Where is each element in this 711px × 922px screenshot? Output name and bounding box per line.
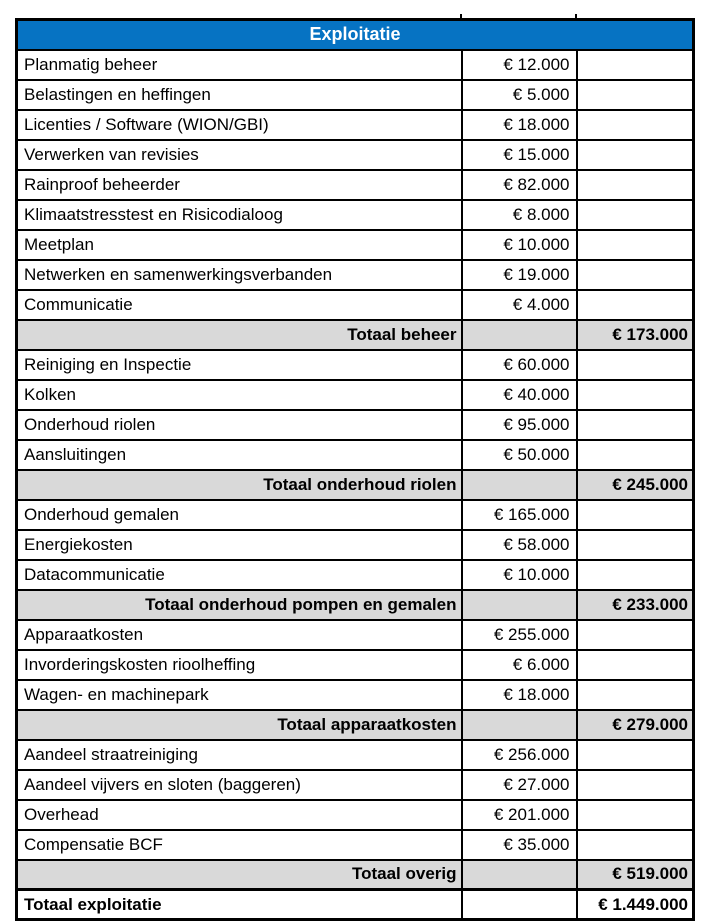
- table-title: Exploitatie: [17, 20, 694, 50]
- table-row: [17, 80, 694, 110]
- cell-amount: € 60.000: [462, 350, 577, 380]
- cell-total: [577, 290, 694, 320]
- table-row: [17, 620, 694, 650]
- cell-label: Verwerken van revisies: [17, 140, 462, 170]
- cell-label: Totaal overig: [17, 860, 462, 890]
- cell-total: € 245.000: [577, 470, 694, 500]
- table-row: [17, 590, 694, 620]
- cell-amount: € 95.000: [462, 410, 577, 440]
- cell-label: Communicatie: [17, 290, 462, 320]
- cell-amount: € 82.000: [462, 170, 577, 200]
- cell-label: Apparaatkosten: [17, 620, 462, 650]
- cell-amount: [462, 890, 577, 920]
- cell-total: [577, 230, 694, 260]
- cell-total: [577, 530, 694, 560]
- cell-label: Totaal onderhoud pompen en gemalen: [17, 590, 462, 620]
- cell-label: Compensatie BCF: [17, 830, 462, 860]
- cell-total: € 1.449.000: [577, 890, 694, 920]
- cell-label: Totaal apparaatkosten: [17, 710, 462, 740]
- table-row: [17, 260, 694, 290]
- cell-amount: € 201.000: [462, 800, 577, 830]
- table-row: [17, 230, 694, 260]
- cell-label: Belastingen en heffingen: [17, 80, 462, 110]
- cell-amount: € 27.000: [462, 770, 577, 800]
- table-row: [17, 860, 694, 890]
- table-row: [17, 290, 694, 320]
- cell-label: Onderhoud gemalen: [17, 500, 462, 530]
- table-row: [17, 350, 694, 380]
- table-body: [17, 50, 694, 920]
- cell-amount: [462, 470, 577, 500]
- cell-total: [577, 380, 694, 410]
- cell-total: [577, 410, 694, 440]
- table-row: [17, 560, 694, 590]
- cell-amount: [462, 320, 577, 350]
- cell-label: Aandeel vijvers en sloten (baggeren): [17, 770, 462, 800]
- cell-amount: [462, 860, 577, 890]
- cell-total: [577, 350, 694, 380]
- table-row: [17, 410, 694, 440]
- table-row: [17, 470, 694, 500]
- cell-total: € 173.000: [577, 320, 694, 350]
- cell-total: [577, 110, 694, 140]
- cell-label: Meetplan: [17, 230, 462, 260]
- cell-amount: € 50.000: [462, 440, 577, 470]
- cell-amount: € 255.000: [462, 620, 577, 650]
- cell-amount: € 8.000: [462, 200, 577, 230]
- cell-amount: € 10.000: [462, 560, 577, 590]
- cell-amount: € 10.000: [462, 230, 577, 260]
- cell-amount: € 15.000: [462, 140, 577, 170]
- cell-total: [577, 170, 694, 200]
- table-row: [17, 650, 694, 680]
- cell-total: [577, 620, 694, 650]
- table-row: [17, 110, 694, 140]
- cell-total: [577, 440, 694, 470]
- cell-label: Wagen- en machinepark: [17, 680, 462, 710]
- table-row: [17, 710, 694, 740]
- table-row: [17, 500, 694, 530]
- table-row: [17, 170, 694, 200]
- cell-amount: € 4.000: [462, 290, 577, 320]
- table-row: [17, 680, 694, 710]
- cell-total: [577, 50, 694, 80]
- cell-total: [577, 800, 694, 830]
- cell-amount: € 35.000: [462, 830, 577, 860]
- cell-label: Licenties / Software (WION/GBI): [17, 110, 462, 140]
- cell-total: [577, 500, 694, 530]
- cell-amount: € 256.000: [462, 740, 577, 770]
- table-row: [17, 320, 694, 350]
- table-row: [17, 770, 694, 800]
- cell-total: [577, 830, 694, 860]
- table-row: [17, 890, 694, 920]
- table-row: [17, 740, 694, 770]
- cell-label: Reiniging en Inspectie: [17, 350, 462, 380]
- table-header-row: [17, 20, 694, 50]
- cell-total: [577, 740, 694, 770]
- cell-label: Totaal beheer: [17, 320, 462, 350]
- cell-total: [577, 80, 694, 110]
- cell-label: Energiekosten: [17, 530, 462, 560]
- table-row: [17, 530, 694, 560]
- cell-total: [577, 260, 694, 290]
- cell-total: € 519.000: [577, 860, 694, 890]
- table-row: [17, 50, 694, 80]
- table-row: [17, 140, 694, 170]
- table-row: [17, 800, 694, 830]
- table-row: [17, 200, 694, 230]
- cell-label: Datacommunicatie: [17, 560, 462, 590]
- table-row: [17, 830, 694, 860]
- cell-label: Onderhoud riolen: [17, 410, 462, 440]
- cell-label: Kolken: [17, 380, 462, 410]
- cell-amount: € 165.000: [462, 500, 577, 530]
- cell-total: [577, 650, 694, 680]
- cell-amount: € 12.000: [462, 50, 577, 80]
- cell-amount: € 5.000: [462, 80, 577, 110]
- cell-amount: € 19.000: [462, 260, 577, 290]
- cell-total: [577, 140, 694, 170]
- cell-amount: € 18.000: [462, 110, 577, 140]
- cell-amount: € 58.000: [462, 530, 577, 560]
- cell-amount: € 40.000: [462, 380, 577, 410]
- table-row: [17, 440, 694, 470]
- cell-label: Aansluitingen: [17, 440, 462, 470]
- exploitatie-table: [15, 18, 695, 921]
- cell-label: Netwerken en samenwerkingsverbanden: [17, 260, 462, 290]
- cell-amount: [462, 590, 577, 620]
- cell-total: [577, 200, 694, 230]
- cell-label: Klimaatstresstest en Risicodialoog: [17, 200, 462, 230]
- cell-amount: € 18.000: [462, 680, 577, 710]
- cell-label: Aandeel straatreiniging: [17, 740, 462, 770]
- cell-label: Overhead: [17, 800, 462, 830]
- cell-label: Rainproof beheerder: [17, 170, 462, 200]
- cell-label: Totaal exploitatie: [17, 890, 462, 920]
- cell-amount: € 6.000: [462, 650, 577, 680]
- cell-total: [577, 560, 694, 590]
- cell-total: [577, 680, 694, 710]
- cell-label: Planmatig beheer: [17, 50, 462, 80]
- table-row: [17, 380, 694, 410]
- cell-amount: [462, 710, 577, 740]
- cell-total: € 233.000: [577, 590, 694, 620]
- cell-total: € 279.000: [577, 710, 694, 740]
- cell-label: Totaal onderhoud riolen: [17, 470, 462, 500]
- cell-label: Invorderingskosten rioolheffing: [17, 650, 462, 680]
- cell-total: [577, 770, 694, 800]
